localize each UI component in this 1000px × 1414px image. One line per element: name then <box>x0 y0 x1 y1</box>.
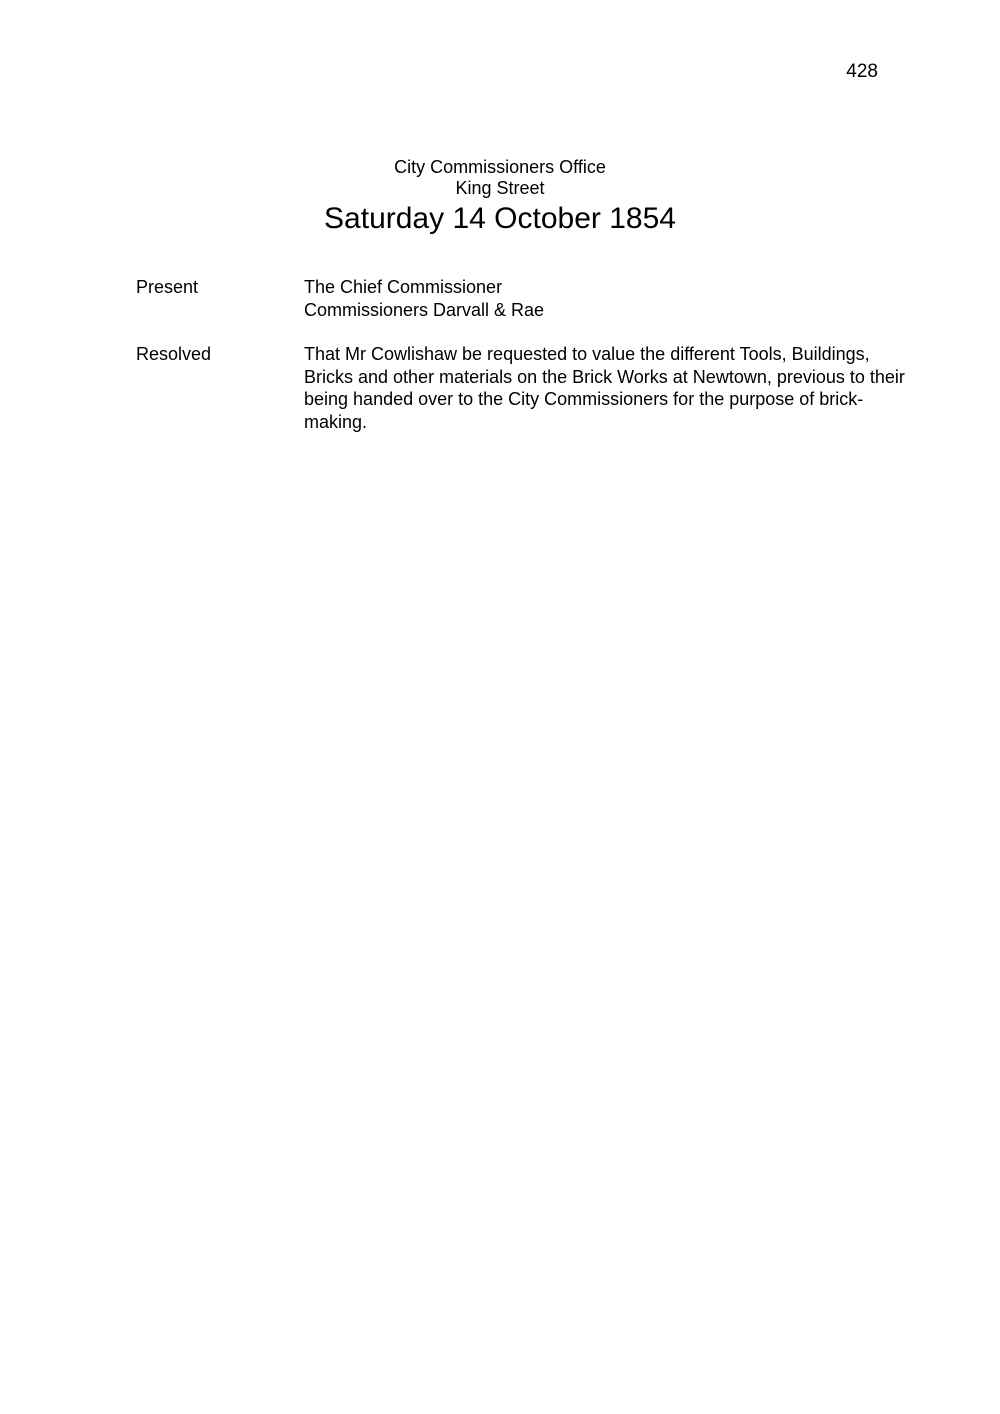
present-line: The Chief Commissioner <box>304 277 503 297</box>
resolution-line: being handed over to the City Commissioners for the purpose of brick- <box>304 389 864 409</box>
resolution-text <box>304 343 934 433</box>
meeting-date: Saturday 14 October 1854 <box>324 202 676 235</box>
resolved-label: Resolved <box>136 344 212 364</box>
present-body <box>304 276 934 321</box>
office-name: City Commissioners Office <box>394 157 606 177</box>
street-name: King Street <box>455 178 545 198</box>
resolution-line: That Mr Cowlishaw be requested to value the different Tools, Buildings, <box>304 344 870 364</box>
minutes-header <box>0 157 1000 239</box>
resolution-line: making. <box>304 411 368 432</box>
present-line: Commissioners Darvall & Rae <box>304 299 545 320</box>
present-label: Present <box>136 277 199 297</box>
page-number: 428 <box>846 61 878 82</box>
resolution-line: Bricks and other materials on the Brick Works at Newtown, previous to their <box>304 366 905 387</box>
